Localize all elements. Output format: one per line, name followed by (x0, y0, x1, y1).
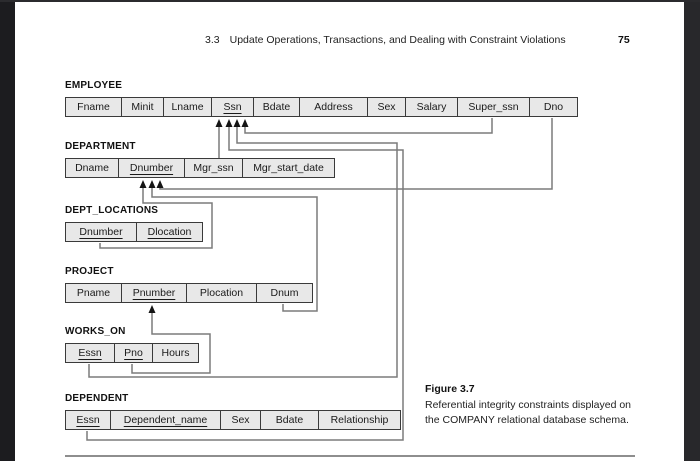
column-ssn: Ssn (211, 98, 253, 116)
column-dnum: Dnum (256, 284, 312, 302)
table-name: PROJECT (65, 266, 114, 277)
column-dnumber: Dnumber (79, 226, 123, 238)
column-hours: Hours (152, 344, 198, 362)
column-mgr_ssn: Mgr_ssn (184, 159, 242, 177)
section-title: Update Operations, Transactions, and Dealing with Constraint Violations (229, 34, 566, 46)
fk-super-ssn-to-ssn (242, 118, 493, 133)
column-dependent_name: Dependent_name (110, 411, 220, 429)
table-department (65, 141, 335, 178)
table-row (65, 97, 578, 117)
table-name: DEPT_LOCATIONS (65, 205, 159, 216)
column-bdate: Bdate (260, 411, 318, 429)
column-minit: Minit (121, 98, 163, 116)
arrowhead-icon (234, 119, 241, 127)
column-salary: Salary (405, 98, 457, 116)
right-page-bar (684, 0, 700, 461)
arrowhead-icon (149, 305, 156, 313)
column-dnumber: Dnumber (118, 159, 184, 177)
column-pnumber: Pnumber (121, 284, 186, 302)
arrowhead-icon (140, 180, 147, 188)
column-sex: Sex (220, 411, 260, 429)
page-number: 75 (618, 34, 630, 46)
arrowhead-icon (216, 119, 223, 127)
table-name: EMPLOYEE (65, 80, 123, 91)
column-address: Address (299, 98, 367, 116)
column-bdate: Bdate (253, 98, 299, 116)
column-dlocation: Dlocation (136, 223, 202, 241)
column-relationship: Relationship (318, 411, 400, 429)
column-lname: Lname (163, 98, 211, 116)
arrowhead-icon (226, 119, 233, 127)
figure-caption-block (425, 383, 639, 427)
table-name: WORKS_ON (65, 326, 126, 337)
table-name: DEPENDENT (65, 393, 129, 404)
arrowhead-icon (157, 180, 164, 188)
arrowhead-icon (242, 119, 249, 127)
table-dependent (65, 393, 401, 430)
table-row (65, 283, 313, 303)
table-row (65, 222, 203, 242)
table-dept-locations (65, 205, 203, 242)
left-page-bar (0, 0, 15, 461)
table-row (65, 410, 401, 430)
column-pname: Pname (76, 287, 111, 299)
column-dno: Dno (529, 98, 577, 116)
page-bottom-rule (65, 455, 635, 457)
column-super_ssn: Super_ssn (457, 98, 529, 116)
section-number: 3.3 (205, 34, 220, 46)
table-name: DEPARTMENT (65, 141, 136, 152)
column-pno: Pno (114, 344, 152, 362)
column-essn: Essn (78, 347, 102, 359)
table-row (65, 158, 335, 178)
table-employee (65, 80, 578, 117)
arrowhead-icon (149, 180, 156, 188)
figure-caption-text: Referential integrity constraints displayed on the COMPANY relational database schema. (425, 399, 632, 426)
top-edge-bar (0, 0, 700, 2)
running-head (205, 34, 566, 46)
table-works-on (65, 326, 199, 363)
column-essn: Essn (76, 414, 100, 426)
table-row (65, 343, 199, 363)
column-plocation: Plocation (186, 284, 256, 302)
column-fname: Fname (77, 101, 110, 113)
column-dname: Dname (75, 162, 109, 174)
figure-label: Figure 3.7 (425, 383, 475, 395)
table-project (65, 266, 313, 303)
column-mgr_start_date: Mgr_start_date (242, 159, 334, 177)
column-sex: Sex (367, 98, 405, 116)
